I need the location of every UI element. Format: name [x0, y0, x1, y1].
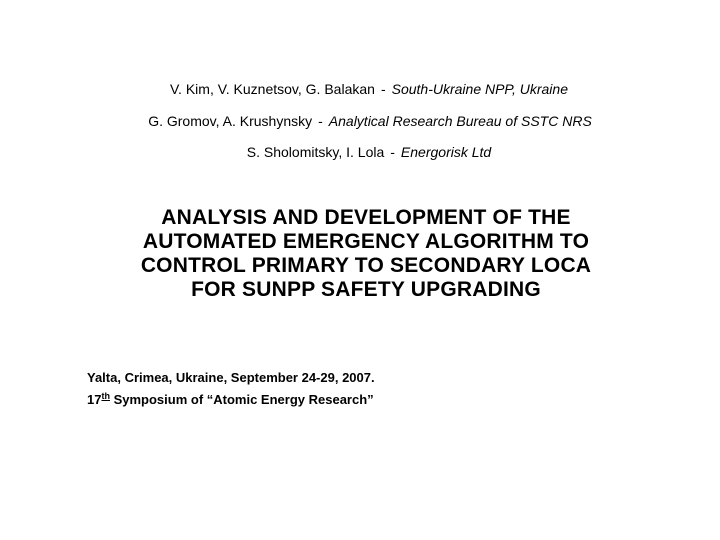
author-organization-3: Energorisk Ltd	[400, 144, 492, 160]
author-line-3	[9, 144, 720, 160]
title-line-1: ANALYSIS AND DEVELOPMENT OF THE	[161, 206, 571, 229]
title-line-4: FOR SUNPP SAFETY UPGRADING	[191, 278, 541, 301]
symposium-number: 17	[87, 392, 102, 407]
author-line-1	[9, 81, 720, 97]
author-organization-1: South-Ukraine NPP, Ukraine	[391, 81, 568, 97]
symposium-name: Symposium of “Atomic Energy Research”	[109, 392, 374, 407]
author-names-1: V. Kim, V. Kuznetsov, G. Balakan	[170, 81, 375, 97]
title-line-2: AUTOMATED EMERGENCY ALGORITHM TO	[142, 230, 590, 253]
author-separator-2: -	[318, 113, 323, 129]
author-names-3: S. Sholomitsky, I. Lola	[246, 144, 385, 160]
author-organization-2: Analytical Research Bureau of SSTC NRS	[328, 113, 592, 129]
author-line-2	[10, 113, 720, 129]
author-separator-3: -	[390, 144, 395, 160]
paper-title	[0, 206, 720, 302]
venue-block	[87, 369, 375, 409]
venue-symposium	[87, 387, 375, 409]
author-separator-1: -	[380, 81, 386, 97]
author-names-2: G. Gromov, A. Krushynsky	[148, 113, 313, 129]
venue-location-date: Yalta, Crimea, Ukraine, September 24-29, 2007.	[87, 370, 375, 385]
title-line-3: CONTROL PRIMARY TO SECONDARY LOCA	[140, 254, 592, 277]
symposium-ordinal-suffix: th	[101, 391, 110, 401]
